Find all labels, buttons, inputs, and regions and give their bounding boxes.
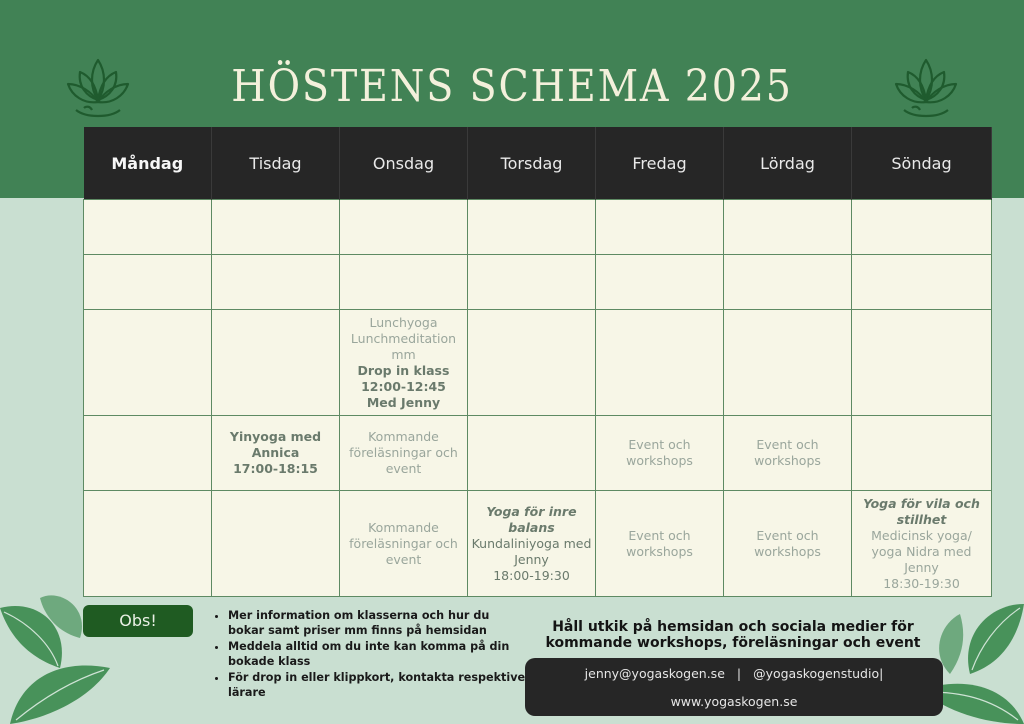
schedule-cell — [596, 200, 724, 255]
schedule-cell — [84, 255, 212, 310]
page-title: HÖSTENS SCHEMA 2025 — [231, 61, 793, 112]
schedule-cell — [468, 200, 596, 255]
obs-label: Obs! — [83, 605, 193, 637]
schedule-cell — [468, 255, 596, 310]
schedule-cell — [212, 310, 340, 416]
day-header-tisdag: Tisdag — [212, 127, 340, 200]
schedule-cell — [852, 255, 992, 310]
schedule-cell — [340, 200, 468, 255]
schedule-cell-events: Kommande föreläsningar och event — [340, 491, 468, 597]
day-header-onsdag: Onsdag — [340, 127, 468, 200]
table-row — [84, 310, 992, 416]
schedule-cell — [852, 200, 992, 255]
schedule-cell-workshops: Event och workshops — [724, 491, 852, 597]
day-header-sondag: Söndag — [852, 127, 992, 200]
schedule-cell-workshops: Event och workshops — [596, 491, 724, 597]
schedule-cell — [84, 491, 212, 597]
contact-box — [525, 658, 943, 716]
schedule-cell — [212, 200, 340, 255]
table-row — [84, 491, 992, 597]
schedule-cell-events: Kommande föreläsningar och event — [340, 416, 468, 491]
day-header-row — [84, 127, 992, 200]
table-row — [84, 200, 992, 255]
table-row — [84, 416, 992, 491]
schedule-cell-workshops: Event och workshops — [596, 416, 724, 491]
schedule-cell-lunchyoga: Lunchyoga Lunchmeditation mm Drop in klass 12:00-12:45 Med Jenny — [340, 310, 468, 416]
schedule-cell-kundaliniyoga: Yoga för inre balans Kundaliniyoga med Jenny 18:00-19:30 — [468, 491, 596, 597]
list-item: • Mer information om klasserna och hur du bokar samt priser mm finns på hemsidan — [228, 608, 528, 638]
table-row — [84, 255, 992, 310]
schedule-cell — [84, 200, 212, 255]
day-header-mandag: Måndag — [84, 127, 212, 200]
schedule-cell — [468, 416, 596, 491]
schedule-cell-workshops: Event och workshops — [724, 416, 852, 491]
schedule-cell — [724, 310, 852, 416]
website-link[interactable]: www.yogaskogen.se — [670, 694, 798, 709]
schedule-cell — [212, 491, 340, 597]
schedule-cell — [84, 416, 212, 491]
schedule-cell-yinyoga: Yinyoga med Annica 17:00-18:15 — [212, 416, 340, 491]
schedule-cell — [596, 310, 724, 416]
schedule-cell — [852, 310, 992, 416]
schedule-cell — [852, 416, 992, 491]
separator: | — [736, 666, 742, 681]
day-header-lordag: Lördag — [724, 127, 852, 200]
schedule-table — [83, 127, 992, 597]
day-header-torsdag: Torsdag — [468, 127, 596, 200]
list-item: • Meddela alltid om du inte kan komma på din bokade klass — [228, 639, 528, 669]
schedule-cell — [724, 255, 852, 310]
instagram-link[interactable]: @yogaskogenstudio| — [753, 666, 884, 681]
schedule-cell — [212, 255, 340, 310]
notes-list — [212, 608, 528, 701]
schedule-cell — [596, 255, 724, 310]
schedule-cell — [468, 310, 596, 416]
schedule-cell — [84, 310, 212, 416]
list-item: • För drop in eller klippkort, kontakta respektive lärare — [228, 670, 528, 700]
schedule-cell — [340, 255, 468, 310]
day-header-fredag: Fredag — [596, 127, 724, 200]
promo-text: Håll utkik på hemsidan och sociala medier för kommande workshops, föreläsningar och event — [545, 619, 921, 651]
schedule-cell-medicinsk-yoga: Yoga för vila och stillhet Medicinsk yoga/ yoga Nidra med Jenny 18:30-19:30 — [852, 491, 992, 597]
email-link[interactable]: jenny@yogaskogen.se — [584, 666, 725, 681]
schedule-cell — [724, 200, 852, 255]
